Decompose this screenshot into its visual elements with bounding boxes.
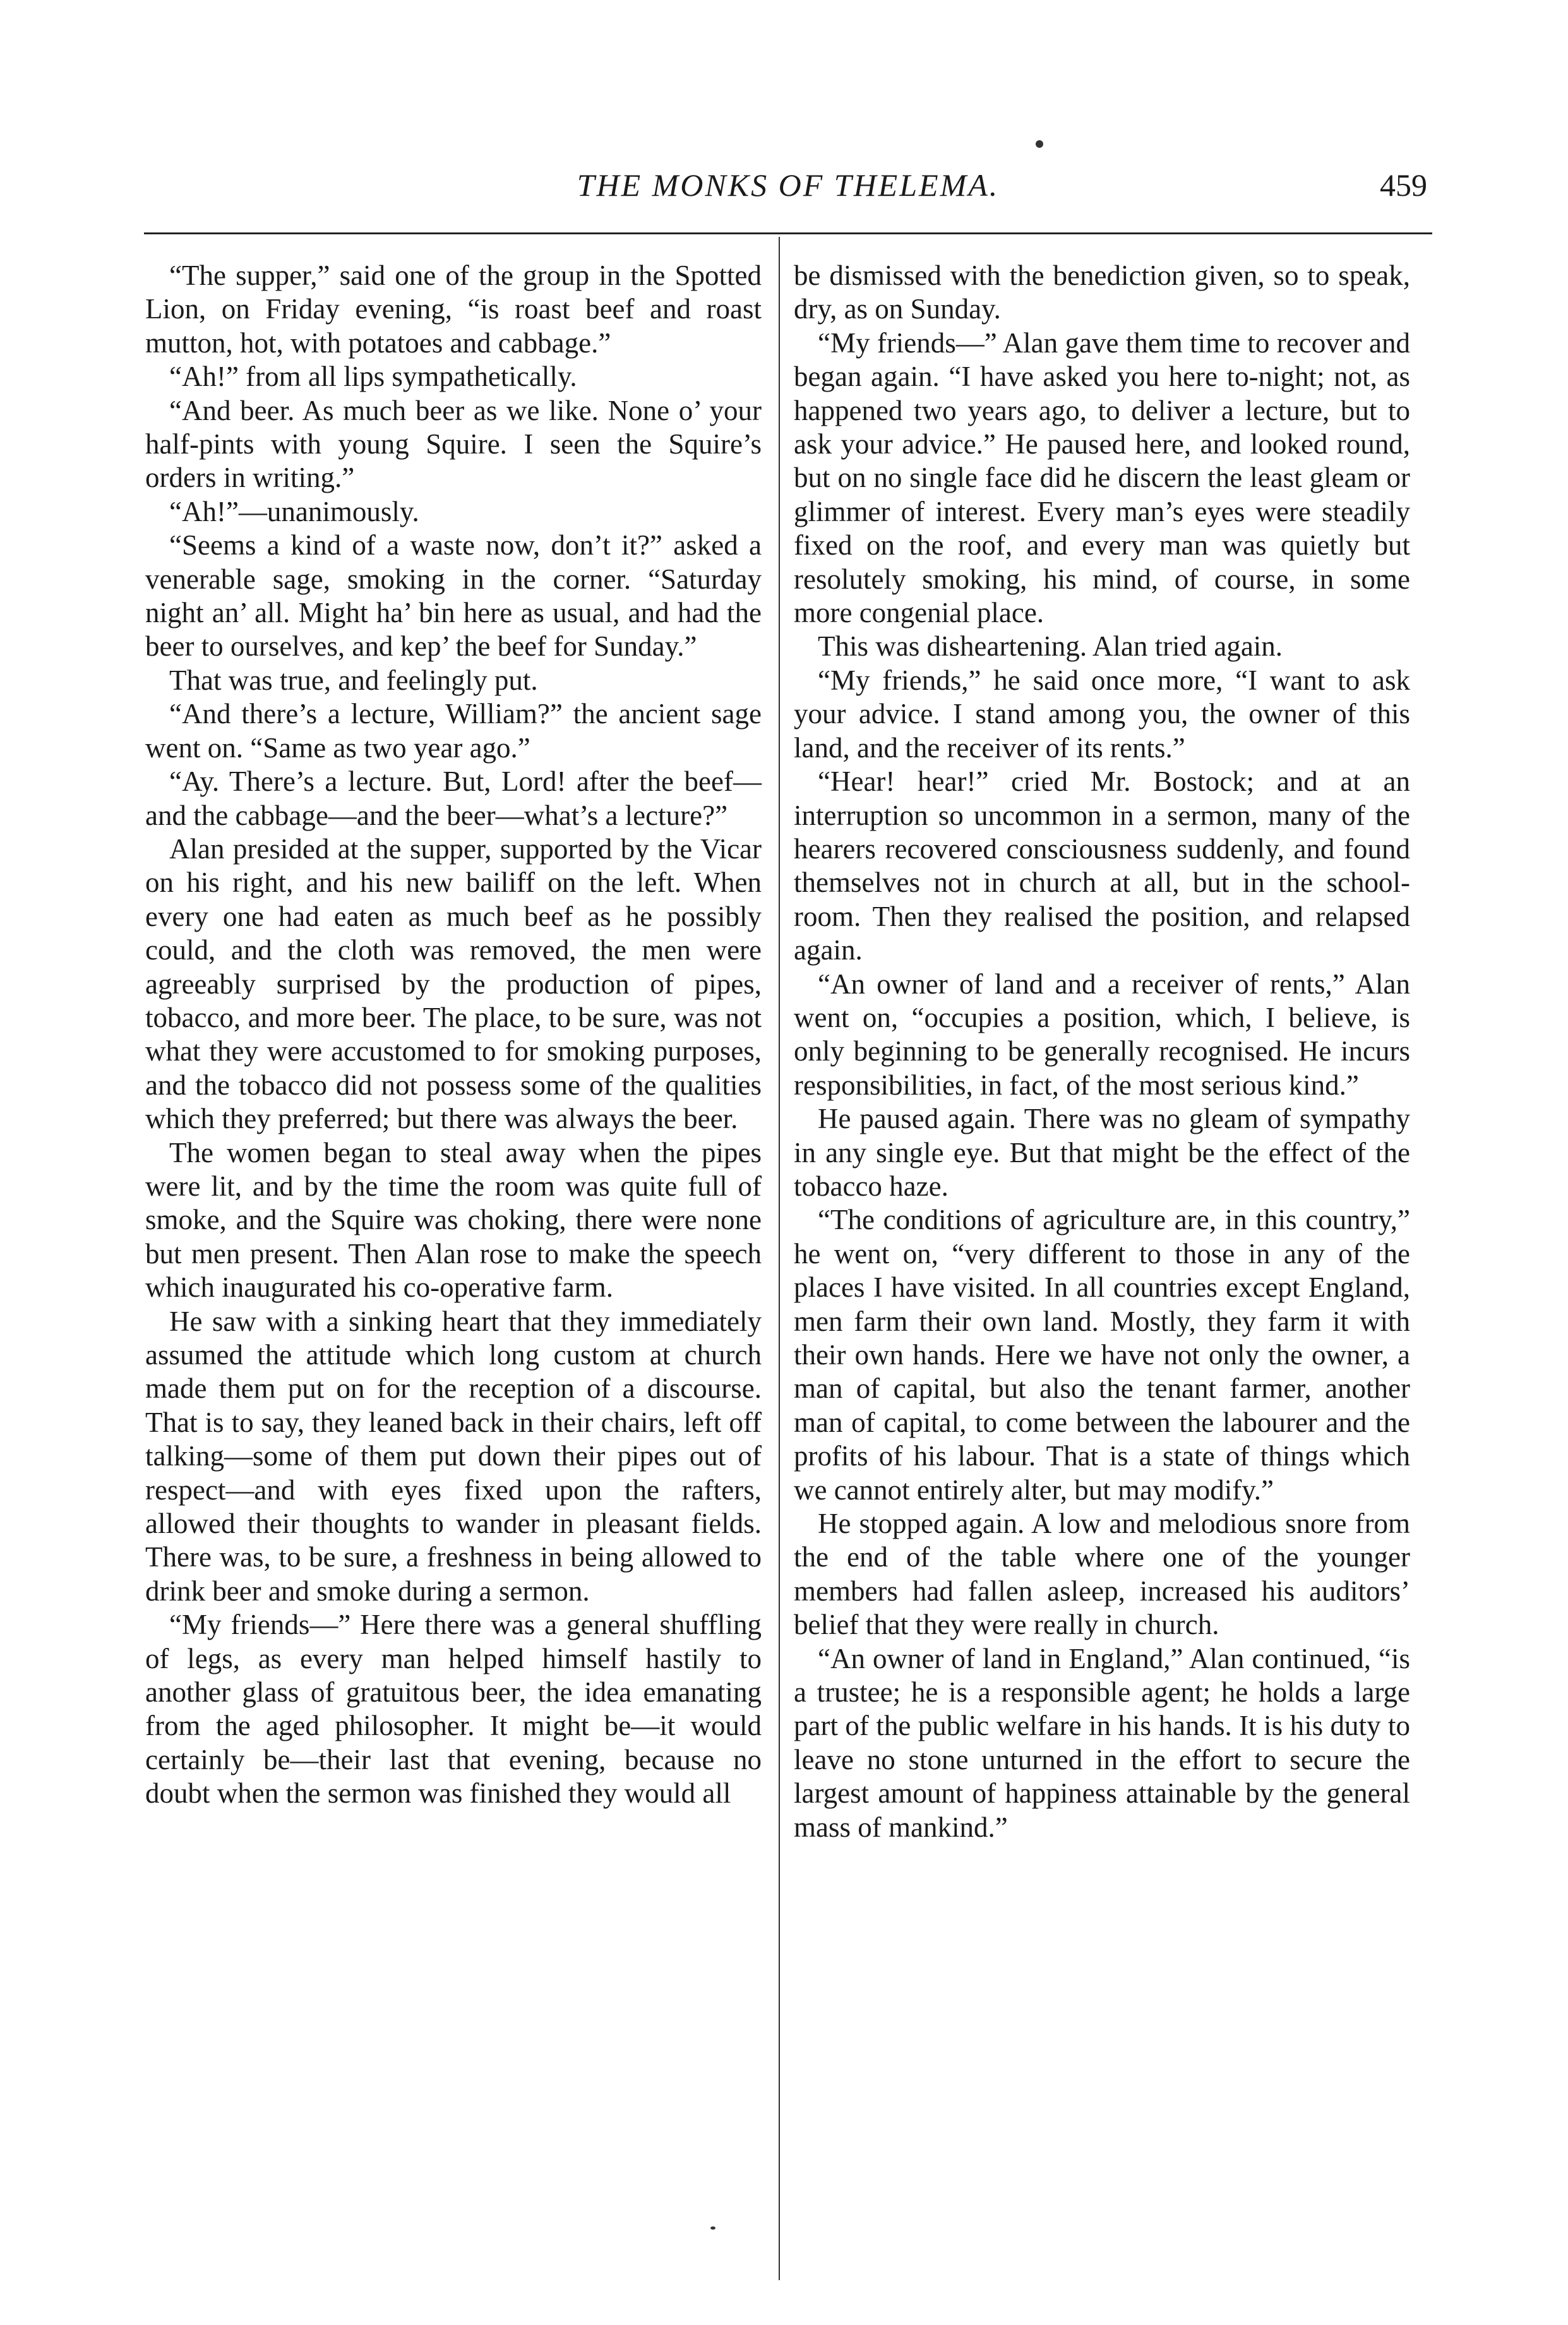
column-divider [779, 237, 780, 2280]
paragraph: Alan presided at the supper, supported by the Vicar on his right, and his new bailiff on the left. When every one had eaten as much beef as he possibly could, and the cloth was removed, the men were agreeably surprised by the production of pipes, tobacco, and more beer. The place, to be sure, was not what they were accustomed to for smoking purposes, and the tobacco did not possess some of the qualities which they preferred; but there was always the beer. [145, 832, 762, 1135]
paragraph: “An owner of land and a receiver of rents,” Alan went on, “occupies a position, which, I believe, is only beginning to be generally recognised. He incurs responsibilities, in fact, of the most serious kind.” [794, 968, 1410, 1101]
paragraph: That was true, and feelingly put. [169, 664, 538, 696]
paragraph: “The conditions of agriculture are, in this country,” he went on, “very different to those in any of the places I have visited. In all countries except England, men farm their own land. Mostly, they farm it with their own hands. Here we have not only the owner, a man of capital, but also the tenant farmer, another man of capital, to come between the labourer and the profits of his labour. That is a state of things which we cannot entirely alter, but may modify.” [794, 1204, 1410, 1506]
paragraph: “And there’s a lecture, William?” the ancient sage went on. “Same as two year ago.” [145, 698, 762, 764]
right-column [794, 259, 1410, 1844]
print-speck [710, 2226, 715, 2230]
paragraph: “Ay. There’s a lecture. But, Lord! after the beef—and the cabbage—and the beer—what’s a lecture?” [145, 766, 762, 831]
paragraph: “Ah!”—unanimously. [169, 495, 419, 527]
paragraph: The women began to steal away when the pipes were lit, and by the time the room was quite full of smoke, and the Squire was choking, there were none but men present. Then Alan rose to make the speech which inaugurated his co-operative farm. [145, 1136, 762, 1304]
paragraph: He paused again. There was no gleam of sympathy in any single eye. But that might be the effect of the tobacco haze. [794, 1103, 1410, 1202]
paragraph: This was disheartening. Alan tried again. [818, 630, 1283, 663]
paragraph: “Ah!” from all lips sympathetically. [169, 361, 577, 393]
running-title: THE MONKS OF THELEMA. [577, 167, 1000, 203]
paragraph-continued: be dismissed with the benediction given, so to speak, dry, as on Sunday. [794, 260, 1410, 325]
paragraph: He saw with a sinking heart that they immediately assumed the attitude which long custom at church made them put on for the reception of a discourse. That is to say, they leaned back in their chairs, left off talking—some of them put down their pipes out of respect—and with eyes fixed upon the rafters, allowed their thoughts to wander in pleasant fields. There was, to be sure, a freshness in being allowed to drink beer and smoke during a sermon. [145, 1305, 762, 1607]
running-head [144, 163, 1432, 207]
paragraph: “And beer. As much beer as we like. None o’ your half-pints with young Squire. I seen the Squire’s orders in writing.” [145, 394, 762, 494]
paragraph: “Seems a kind of a waste now, don’t it?” asked a venerable sage, smoking in the corner. “Saturday night an’ all. Might ha’ bin here as usual, and had the beer to ourselves, and kep’ the beef for Sunday.” [145, 529, 762, 663]
paragraph: “My friends—” Here there was a general shuffling of legs, as every man helped himself hastily to another glass of gratuitous beer, the idea emanating from the aged philosopher. It might be—it would certainly be—their last that evening, because no doubt when the sermon was finished they would all [145, 1609, 762, 1810]
paragraph: “My friends—” Alan gave them time to recover and began again. “I have asked you here to-night; not, as happened two years ago, to deliver a lecture, but to ask your advice.” He paused here, and looked round, but on no single face did he discern the least gleam or glimmer of interest. Every man’s eyes were steadily fixed on the roof, and every man was quietly but resolutely smoking, his mind, of course, in some more congenial place. [794, 327, 1410, 629]
header-rule [144, 232, 1432, 234]
print-speck [1036, 140, 1043, 148]
paragraph: “The supper,” said one of the group in the Spotted Lion, on Friday evening, “is roast beef and roast mutton, hot, with potatoes and cabbage.” [145, 260, 762, 359]
page-number: 459 [1380, 167, 1427, 203]
left-column [145, 259, 762, 1811]
paragraph: “An owner of land in England,” Alan continued, “is a trustee; he is a responsible agent; he holds a large part of the public welfare in his hands. It is his duty to leave no stone unturned in the effort to secure the largest amount of happiness attainable by the general mass of mankind.” [794, 1642, 1410, 1843]
paragraph: “Hear! hear!” cried Mr. Bostock; and at an interruption so uncommon in a sermon, many of the hearers recovered consciousness suddenly, and found themselves not in church at all, but in the school-room. Then they realised the position, and relapsed again. [794, 766, 1410, 966]
paragraph: “My friends,” he said once more, “I want to ask your advice. I stand among you, the owner of this land, and the receiver of its rents.” [794, 664, 1410, 764]
paragraph: He stopped again. A low and melodious snore from the end of the table where one of the younger members had fallen asleep, increased his auditors’ belief that they were really in church. [794, 1508, 1410, 1641]
